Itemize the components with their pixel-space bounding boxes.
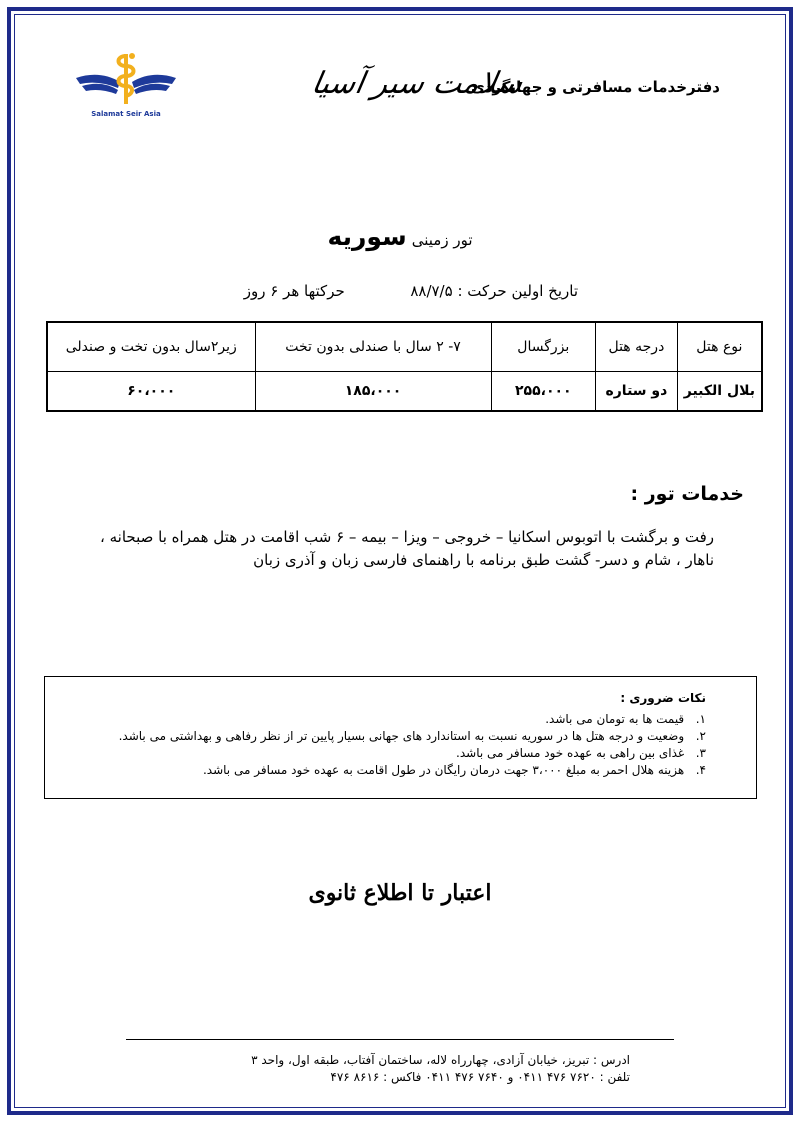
table-row [47,372,762,412]
company-description: دفترخدمات مسافرتی و جهانگردی [470,78,720,96]
table-header-cell: زیر۲سال بدون تخت و صندلی [47,322,255,372]
notes-list [119,711,706,779]
logo-emblem-icon [72,48,180,108]
company-brand-name: سلامت سیر آسیا [308,66,526,101]
hotel-name-cell: بلال الکبیر [677,372,762,412]
table-header-cell: بزرگسال [491,322,596,372]
price-table [46,321,763,412]
notes-box [44,676,757,799]
table-header-row [47,322,762,372]
footer-divider [126,1039,674,1040]
hotel-grade-cell: دو ستاره [596,372,678,412]
footer-contact [251,1052,630,1086]
table-header-cell: نوع هتل [677,322,762,372]
table-header-cell: درجه هتل [596,322,678,372]
note-number: ۳. [695,746,706,760]
logo-caption: Salamat Seir Asia [91,110,161,118]
list-item [119,762,706,779]
notes-heading: نکات ضروری : [620,691,706,705]
validity-notice: اعتبار تا اطلاع ثانوی [308,880,492,906]
tour-title [0,222,800,251]
departure-schedule: حرکتها هر ۶ روز [243,282,345,300]
note-number: ۴. [695,763,706,777]
list-item [119,745,706,762]
services-description: رفت و برگشت با اتوبوس اسکانیا – خروجی – ویزا – بیمه – ۶ شب اقامت در هتل همراه با صبحانه ، ناهار ، شام و دسر- گشت طبق برنامه با راهنمای فارسی زبان و آذری زبان [100,528,714,569]
departure-info [244,282,578,300]
first-departure-date: تاریخ اولین حرکت : ۸۸/۷/۵ [410,282,578,300]
services-heading: خدمات تور : [630,483,744,505]
tour-type: تور زمینی [411,231,473,249]
company-logo [72,48,180,120]
footer-phone: تلفن : ۷۶۲۰ ۴۷۶ ۰۴۱۱ و ۷۶۴۰ ۴۷۶ ۰۴۱۱ فاکس : ۸۶۱۶ ۴۷۶ [330,1070,630,1084]
tour-country: سوریه [327,222,407,251]
note-text: هزینه هلال احمر به مبلغ ۳،۰۰۰ جهت درمان رایگان در طول اقامت به عهده خود مسافر می باشد. [202,763,685,777]
child-price-cell: ۱۸۵،۰۰۰ [255,372,491,412]
footer-address: ادرس : تبریز، خیابان آزادی، چهارراه لاله، ساختمان آفتاب، طبقه اول، واحد ۳ [251,1053,630,1067]
note-text: وضعیت و درجه هتل ها در سوریه نسبت به استاندارد های جهانی بسیار پایین تر از نظر رفاهی و بهداشتی می باشد. [118,729,685,743]
list-item [119,728,706,745]
list-item [119,711,706,728]
note-number: ۱. [695,712,706,726]
note-number: ۲. [695,729,706,743]
note-text: قیمت ها به تومان می باشد. [545,712,685,726]
adult-price-cell: ۲۵۵،۰۰۰ [491,372,596,412]
note-text: غذای بین راهی به عهده خود مسافر می باشد. [456,746,685,760]
infant-price-cell: ۶۰،۰۰۰ [47,372,255,412]
table-header-cell: ۷- ۲ سال با صندلی بدون تخت [255,322,491,372]
